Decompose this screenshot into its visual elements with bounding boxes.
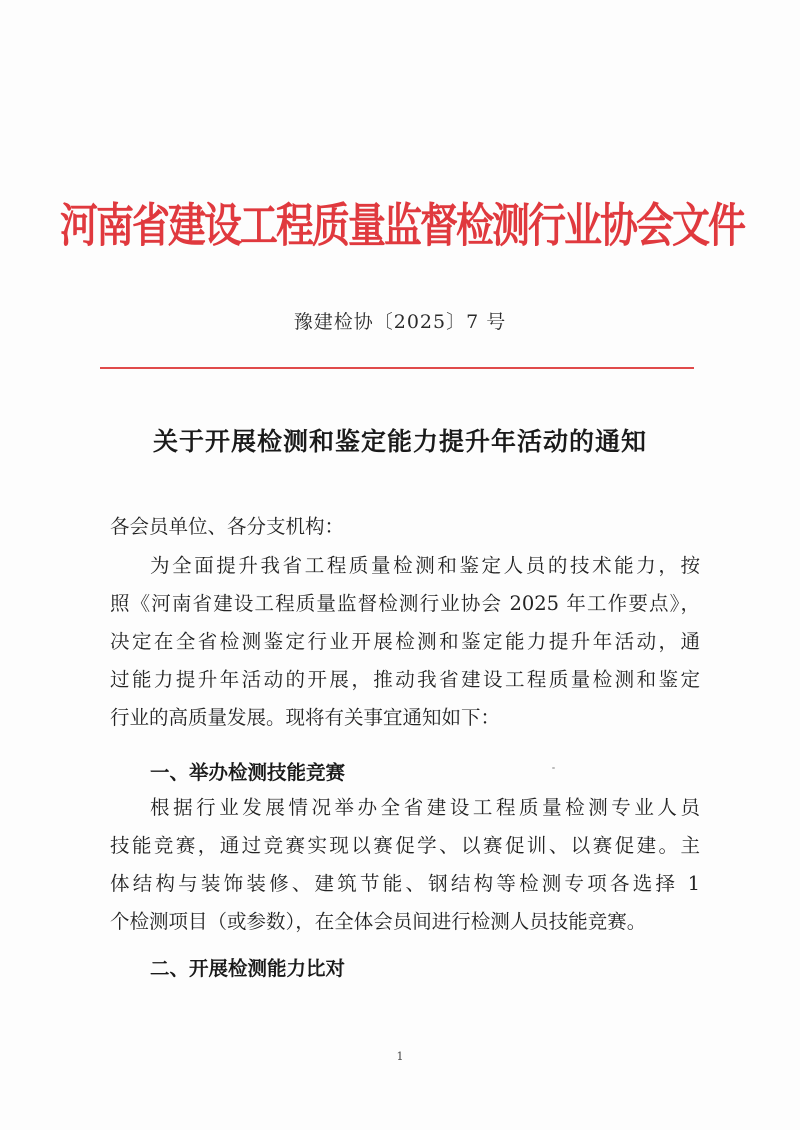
intro-line: 过能力提升年活动的开展，推动我省建设工程质量检测和鉴定 <box>110 668 700 691</box>
section-heading-2: 二、开展检测能力比对 <box>150 957 346 980</box>
section-1-line: 根据行业发展情况举办全省建设工程质量检测专业人员 <box>150 796 700 819</box>
intro-paragraph <box>110 547 700 737</box>
salutation: 各会员单位、各分支机构： <box>110 515 345 538</box>
intro-line: 为全面提升我省工程质量检测和鉴定人员的技术能力，按 <box>150 554 700 577</box>
section-1-line: 体结构与装饰装修、建筑节能、钢结构等检测专项各选择 1 <box>110 872 700 895</box>
notice-title: 关于开展检测和鉴定能力提升年活动的通知 <box>152 427 647 456</box>
page-number: 1 <box>396 1050 404 1063</box>
section-1-line: 个检测项目（或参数），在全体会员间进行检测人员技能竞赛。 <box>110 910 647 933</box>
section-1-line: 技能竞赛，通过竞赛实现以赛促学、以赛促训、以赛促建。主 <box>110 834 700 857</box>
document-number: 豫建检协〔2025〕7 号 <box>293 311 507 333</box>
intro-line: 行业的高质量发展。现将有关事宜通知如下： <box>110 706 501 729</box>
scan-speck <box>552 767 555 769</box>
issuing-organization-title: 河南省建设工程质量监督检测行业协会文件 <box>60 197 745 253</box>
intro-line: 照《河南省建设工程质量监督检测行业协会 2025 年工作要点》， <box>110 592 700 615</box>
section-1-paragraph <box>110 789 700 941</box>
section-heading-1: 一、举办检测技能竞赛 <box>150 761 346 784</box>
intro-line: 决定在全省检测鉴定行业开展检测和鉴定能力提升年活动，通 <box>110 630 700 653</box>
red-divider-line <box>100 367 694 369</box>
